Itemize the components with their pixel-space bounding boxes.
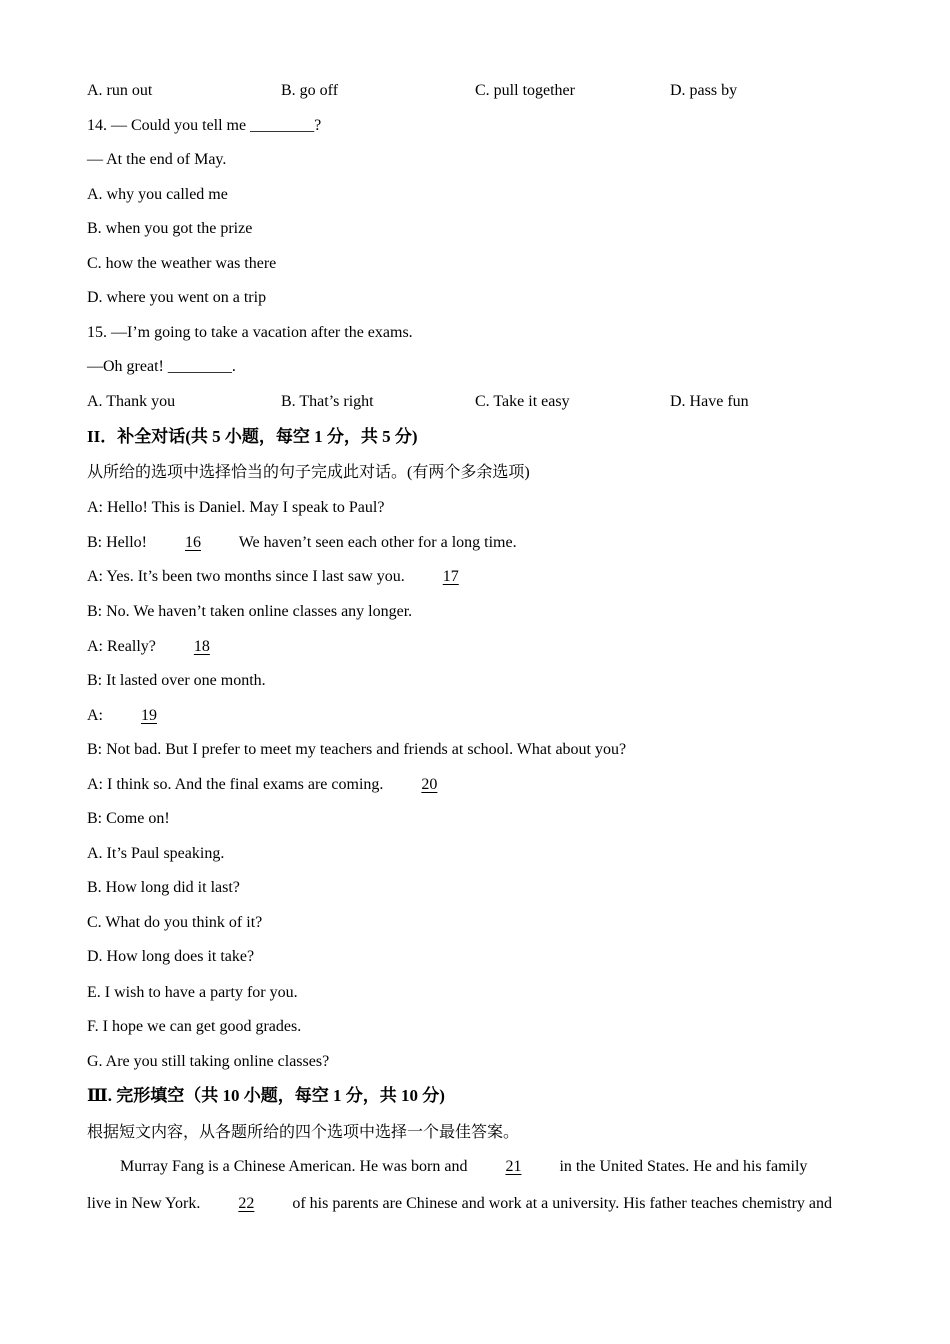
dialogue-line-9-pre: A: I think so. And the final exams are coming.: [87, 776, 388, 793]
section-2-option-g: G. Are you still taking online classes?: [87, 1053, 330, 1070]
section-2-instruction: 从所给的选项中选择恰当的句子完成此对话。(有两个多余选项): [87, 464, 530, 481]
section-2-option-b: B. How long did it last?: [87, 879, 240, 896]
blank-18: 18: [193, 638, 210, 655]
section-2-option-d: D. How long does it take?: [87, 948, 255, 965]
section-2-option-f: F. I hope we can get good grades.: [87, 1018, 302, 1035]
dialogue-line-6: B: It lasted over one month.: [87, 672, 266, 689]
q14-answer: — At the end of May.: [87, 151, 227, 168]
q15-question: 15. —I’m going to take a vacation after the exams.: [87, 324, 413, 341]
blank-19: 19: [141, 707, 157, 724]
q14-option-a: A. why you called me: [87, 186, 228, 203]
passage-line-1: [120, 1157, 807, 1177]
dialogue-line-2: [87, 533, 517, 553]
section-2-heading: II．补全对话(共 5 小题，每空 1 分，共 5 分): [87, 427, 418, 446]
q15-option-d: D. Have fun: [670, 393, 749, 410]
blank-20: 20: [421, 776, 438, 793]
q14-option-c: C. how the weather was there: [87, 255, 277, 272]
dialogue-line-5-pre: A: Really?: [87, 638, 160, 655]
dialogue-line-2-pre: B: Hello!: [87, 534, 151, 551]
q15-option-b: B. That’s right: [281, 393, 374, 410]
dialogue-line-1: A: Hello! This is Daniel. May I speak to Paul?: [87, 499, 385, 516]
section-3-instruction: 根据短文内容，从各题所给的四个选项中选择一个最佳答案。: [87, 1124, 520, 1141]
q14-option-b: B. when you got the prize: [87, 220, 253, 237]
passage-line-1-pre: Murray Fang is a Chinese American. He was born and: [120, 1158, 472, 1175]
section-2-option-c: C. What do you think of it?: [87, 914, 263, 931]
dialogue-line-7-pre: A:: [87, 707, 107, 724]
passage-line-2-post: of his parents are Chinese and work at a university. His father teaches chemistry and: [288, 1195, 833, 1212]
q15-option-a: A. Thank you: [87, 393, 176, 410]
dialogue-line-4: B: No. We haven’t taken online classes any longer.: [87, 603, 413, 620]
dialogue-line-7: [87, 706, 191, 726]
blank-21: 21: [505, 1158, 522, 1175]
q13-option-c: C. pull together: [475, 82, 575, 99]
q14-option-d: D. where you went on a trip: [87, 289, 267, 306]
q13-option-b: B. go off: [281, 82, 339, 99]
dialogue-line-5: [87, 637, 244, 657]
dialogue-line-8: B: Not bad. But I prefer to meet my teachers and friends at school. What about you?: [87, 741, 627, 758]
blank-17: 17: [442, 568, 459, 585]
q13-option-a: A. run out: [87, 82, 153, 99]
passage-line-1-post: in the United States. He and his family: [555, 1158, 808, 1175]
section-2-option-a: A. It’s Paul speaking.: [87, 845, 225, 862]
dialogue-line-2-post: We haven’t seen each other for a long time.: [235, 534, 517, 551]
passage-line-2-pre: live in New York.: [87, 1195, 205, 1212]
section-2-option-e: E. I wish to have a party for you.: [87, 984, 298, 1001]
dialogue-line-9: [87, 775, 471, 795]
q15-option-c: C. Take it easy: [475, 393, 570, 410]
dialogue-line-3: [87, 567, 493, 587]
passage-line-2: [87, 1194, 832, 1214]
blank-22: 22: [238, 1195, 255, 1212]
q14-question: 14. — Could you tell me ________?: [87, 117, 322, 134]
dialogue-line-3-pre: A: Yes. It’s been two months since I last saw you.: [87, 568, 409, 585]
q13-option-d: D. pass by: [670, 82, 738, 99]
dialogue-line-10: B: Come on!: [87, 810, 170, 827]
q15-reply: —Oh great! ________.: [87, 358, 236, 375]
blank-16: 16: [185, 534, 201, 551]
section-3-heading: Ⅲ. 完形填空（共 10 小题，每空 1 分，共 10 分): [87, 1086, 445, 1105]
